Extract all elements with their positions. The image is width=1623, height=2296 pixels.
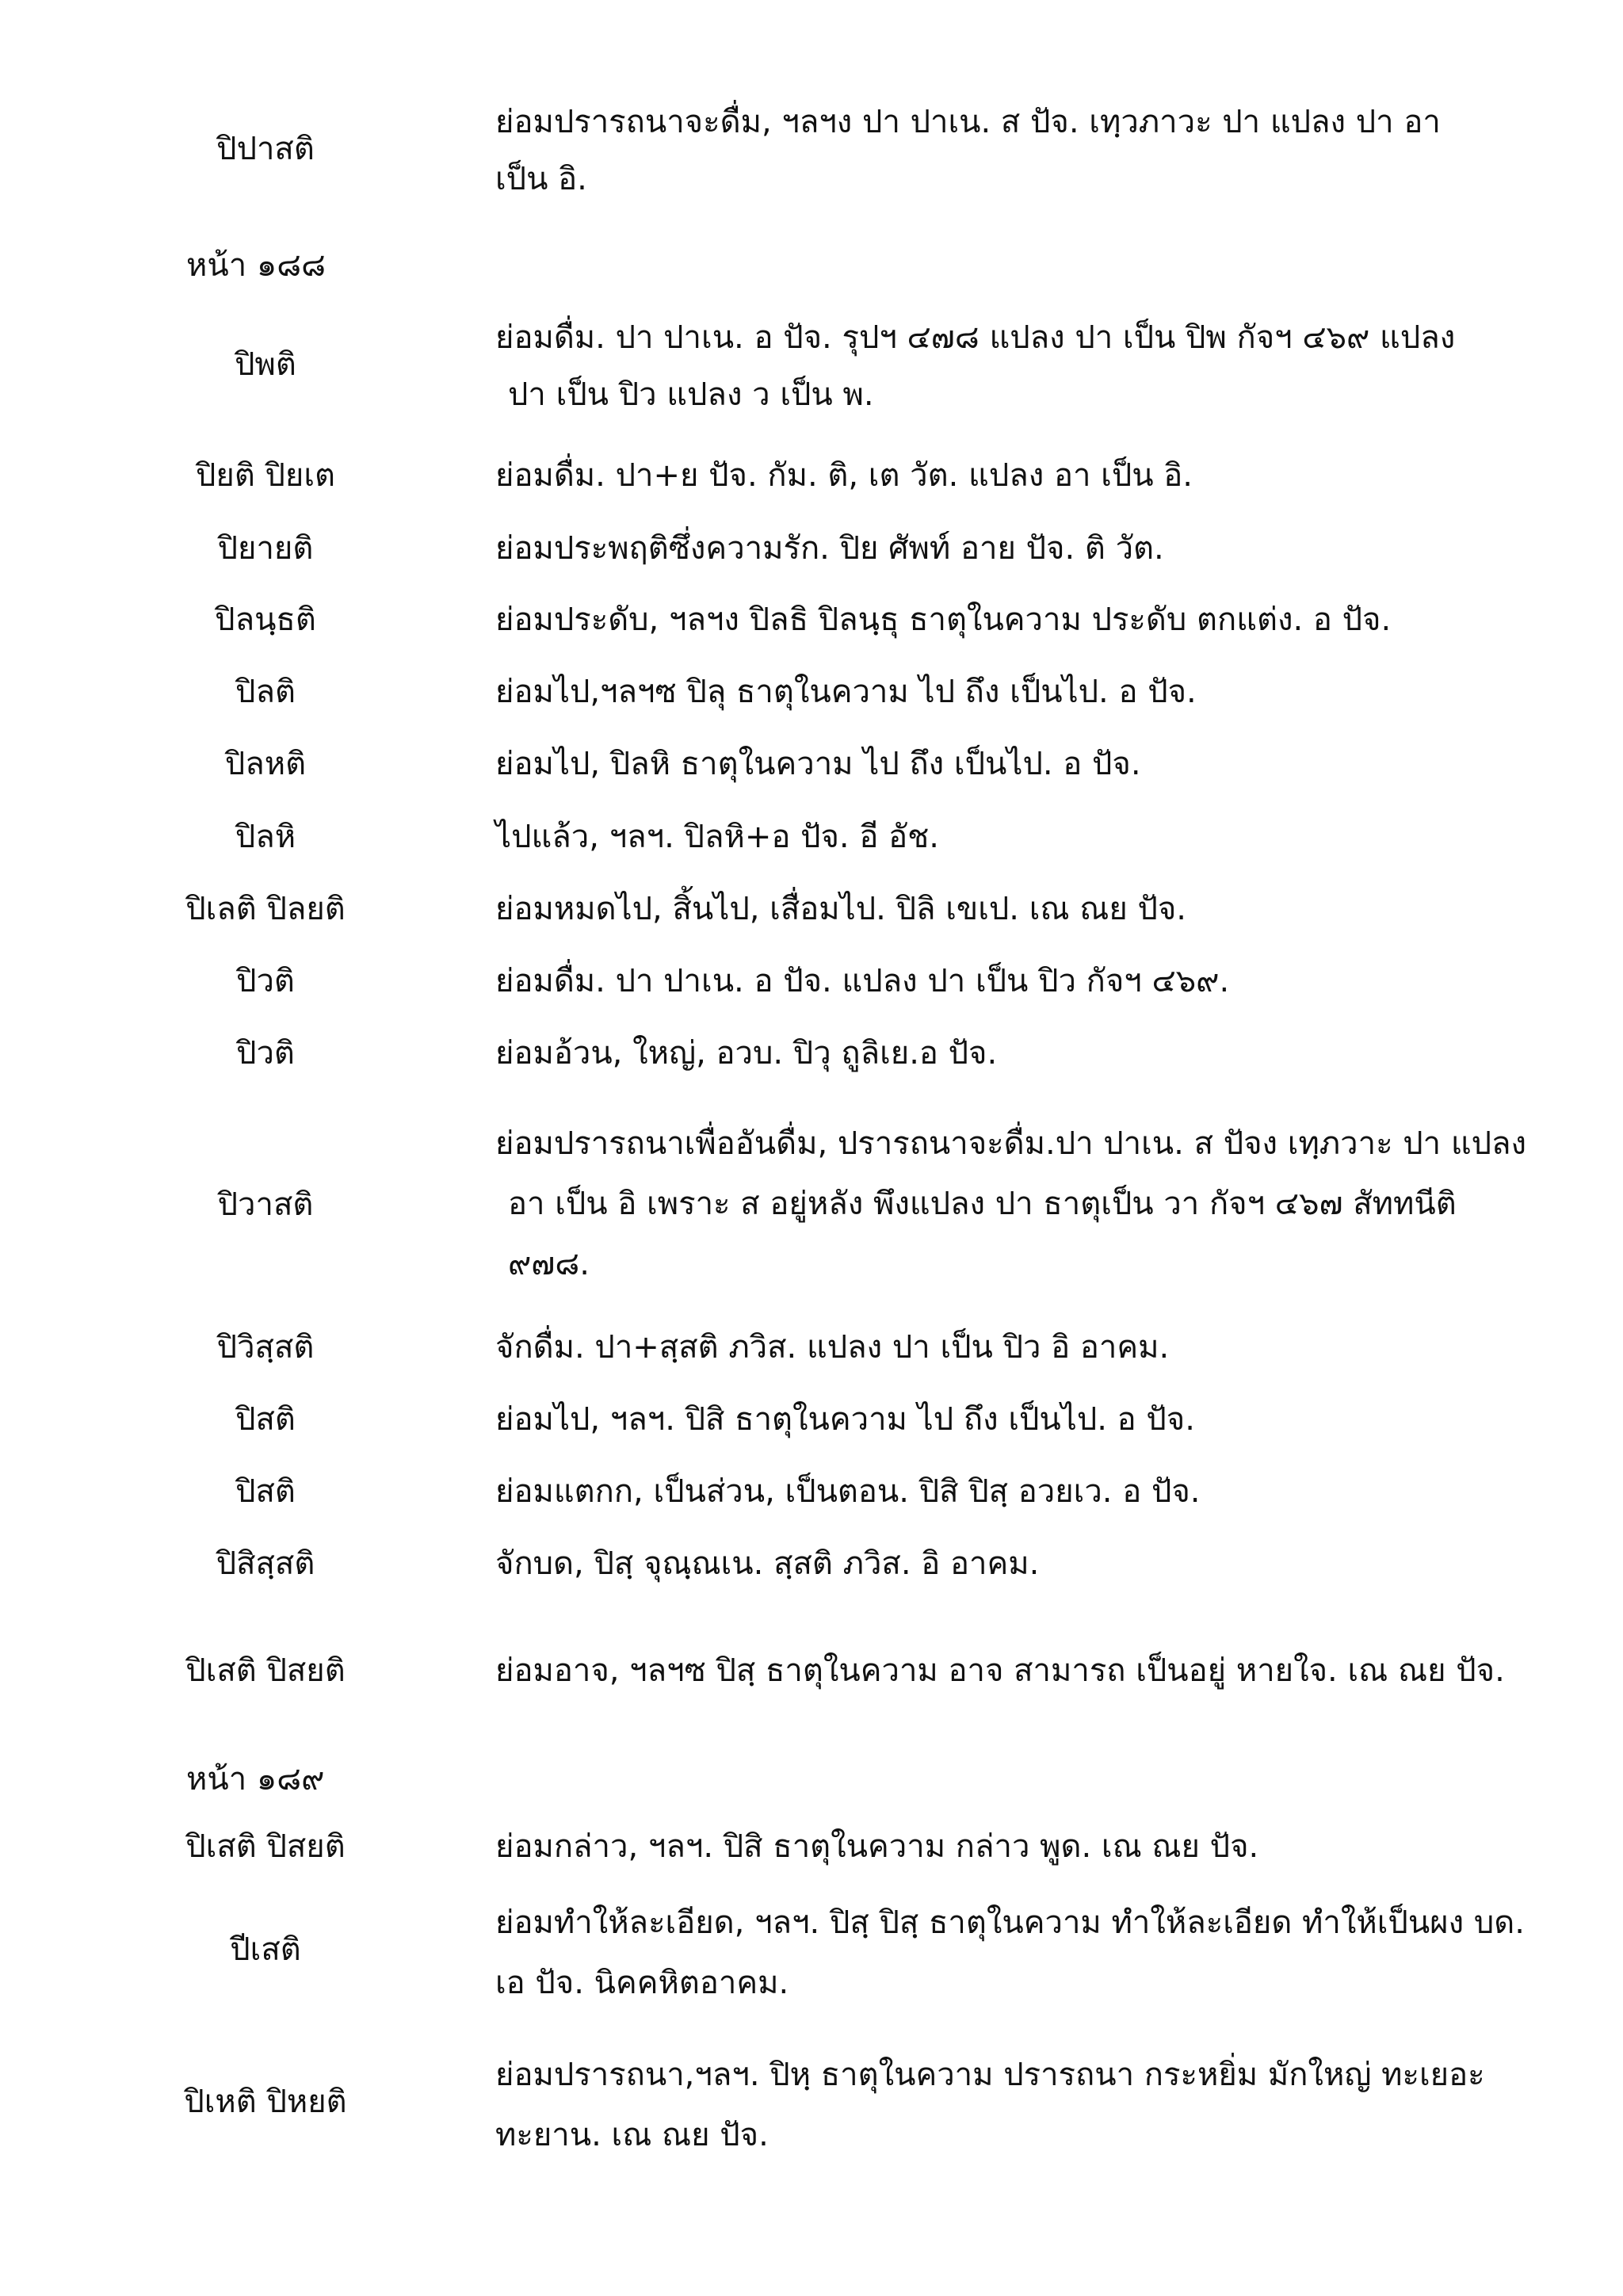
entry-term: ปิลหติ <box>224 746 307 782</box>
entry-term: ปิวาสติ <box>217 1186 314 1223</box>
definition-line: ย่อมอาจ, ฯลฯซ ปิสฺ ธาตุในความ อาจ สามารถ เป็นอยู่ หายใจ. เณ ณย ปัจ. <box>495 1652 1505 1689</box>
definition-line: ย่อมประพฤติซึ่งความรัก. ปิย ศัพท์ อาย ปัจ. ติ วัต. <box>495 530 1164 567</box>
entry-definition <box>495 813 1573 861</box>
entry-term: ปิวิสฺสติ <box>216 1329 315 1366</box>
definition-line: ย่อมดื่ม. ปา+ย ปัจ. กัม. ติ, เต วัต. แปลง อา เป็น อิ. <box>495 457 1193 494</box>
entry-term: ปิเหติ ปิหยติ <box>184 2084 347 2120</box>
entry-definition <box>495 1893 1573 2013</box>
entry-definition <box>495 94 1573 208</box>
definition-line: ย่อมปรารถนา,ฯลฯ. ปิหฺ ธาตุในความ ปรารถนา กระหยิ่ม มักใหญ่ ทะเยอะ <box>495 2057 1485 2093</box>
entry-term: ปิลหิ <box>235 819 296 855</box>
entry-term: ปิยติ ปิยเต <box>196 457 335 494</box>
entry-term: ปิลติ <box>235 674 296 710</box>
definition-line: จักบด, ปิสฺ จุณฺณเน. สฺสติ ภวิส. อิ อาคม. <box>495 1545 1040 1582</box>
entry-definition <box>495 452 1573 499</box>
definition-line: ย่อมแตกก, เป็นส่วน, เป็นตอน. ปิสิ ปิสฺ อวยเว. อ ปัจ. <box>495 1473 1201 1510</box>
page-heading-189: หน้า ๑๘๙ <box>186 1761 325 1797</box>
definition-line: ๙๗๘. <box>508 1246 590 1282</box>
entry-definition <box>495 525 1573 572</box>
entry-term: ปิยายติ <box>217 530 314 567</box>
entry-term: ปิวติ <box>236 1035 295 1072</box>
entry-definition <box>495 885 1573 933</box>
entry-term: ปิเสติ ปิสยติ <box>185 1652 346 1689</box>
entry-term: ปิสิสฺสติ <box>216 1545 315 1582</box>
definition-line: ย่อมดื่ม. ปา ปาเน. อ ปัจ. รุปฯ ๔๗๘ แปลง ปา เป็น ปิพ กัจฯ ๔๖๙ แปลง <box>495 319 1456 356</box>
definition-line: ย่อมประดับ, ฯลฯง ปิลธิ ปิลนฺธุ ธาตุในความ ประดับ ตกแต่ง. อ ปัจ. <box>495 602 1392 638</box>
entry-definition <box>495 957 1573 1005</box>
entry-definition <box>495 1114 1573 1294</box>
definition-line: ย่อมไป, ฯลฯ. ปิสิ ธาตุในความ ไป ถึง เป็นไป. อ ปัจ. <box>495 1401 1195 1438</box>
definition-line: จักดื่ม. ปา+สฺสติ ภวิส. แปลง ปา เป็น ปิว อิ อาคม. <box>495 1329 1170 1366</box>
entry-definition <box>495 309 1573 423</box>
entry-term: ปิวติ <box>236 963 295 999</box>
definition-line: ย่อมปรารถนาจะดื่ม, ฯลฯง ปา ปาเน. ส ปัจ. เทฺวภาวะ ปา แปลง ปา อา <box>495 104 1441 140</box>
entry-definition <box>495 668 1573 716</box>
entry-definition <box>495 1647 1573 1694</box>
definition-line: ย่อมอ้วน, ใหญ่, อวบ. ปิวุ ถูลิเย.อ ปัจ. <box>495 1035 998 1072</box>
definition-line: อา เป็น อิ เพราะ ส อยู่หลัง พึงแปลง ปา ธาตุเป็น วา กัจฯ ๔๖๗ สัททนีติ <box>508 1186 1457 1222</box>
definition-line: ไปแล้ว, ฯลฯ. ปิลหิ+อ ปัจ. อี อัช. <box>495 819 939 855</box>
entry-term: ปิลนฺธติ <box>215 602 316 638</box>
entry-definition <box>495 1823 1573 1870</box>
entry-term: ปิปาสติ <box>216 131 315 167</box>
definition-line: ทะยาน. เณ ณย ปัจ. <box>495 2117 769 2153</box>
entry-term: ปิเลติ ปิลยติ <box>185 891 346 927</box>
entry-definition <box>495 1030 1573 1077</box>
definition-line: ย่อมกล่าว, ฯลฯ. ปิสิ ธาตุในความ กล่าว พูด. เณ ณย ปัจ. <box>495 1828 1259 1865</box>
entry-term: ปิพติ <box>235 346 296 383</box>
entry-definition <box>495 1468 1573 1515</box>
entry-definition <box>495 1396 1573 1443</box>
entry-definition <box>495 1540 1573 1587</box>
definition-line: ย่อมหมดไป, สิ้นไป, เสื่อมไป. ปิลิ เขเป. เณ ณย ปัจ. <box>495 891 1187 927</box>
entry-term: ปิสติ <box>235 1401 296 1438</box>
definition-line: ย่อมไป, ปิลหิ ธาตุในความ ไป ถึง เป็นไป. อ ปัจ. <box>495 746 1141 782</box>
definition-line: เป็น อิ. <box>495 161 587 197</box>
entry-term: ปีเสติ <box>230 1931 301 1968</box>
definition-line: ย่อมไป,ฯลฯซ ปิลุ ธาตุในความ ไป ถึง เป็นไป. อ ปัจ. <box>495 674 1197 710</box>
definition-line: ย่อมดื่ม. ปา ปาเน. อ ปัจ. แปลง ปา เป็น ปิว กัจฯ ๔๖๙. <box>495 963 1230 999</box>
page-heading-188: หน้า ๑๘๘ <box>186 247 326 284</box>
entry-definition <box>495 740 1573 788</box>
definition-line: เอ ปัจ. นิคคหิตอาคม. <box>495 1965 789 2001</box>
definition-line: ย่อมปรารถนาเพื่ออันดื่ม, ปรารถนาจะดื่ม.ปา ปาเน. ส ปัจง เทฺภวาะ ปา แปลง <box>495 1125 1527 1162</box>
entry-term: ปิเสติ ปิสยติ <box>185 1828 346 1865</box>
entry-definition <box>495 596 1573 644</box>
definition-line: ปา เป็น ปิว แปลง ว เป็น พ. <box>508 376 874 413</box>
entry-definition <box>495 1324 1573 1371</box>
definition-line: ย่อมทำให้ละเอียด, ฯลฯ. ปิสฺ ปิสฺ ธาตุในความ ทำให้ละเอียด ทำให้เป็นผง บด. <box>495 1904 1525 1941</box>
entry-definition <box>495 2045 1573 2165</box>
entry-term: ปิสติ <box>235 1473 296 1510</box>
